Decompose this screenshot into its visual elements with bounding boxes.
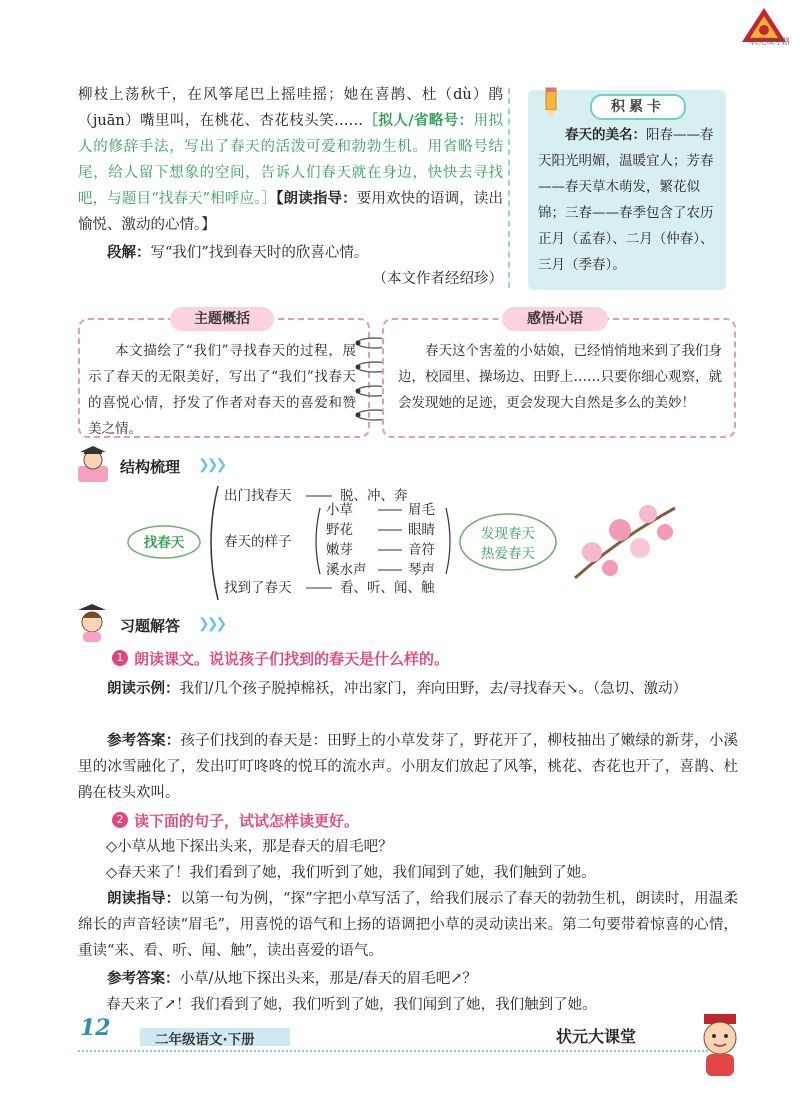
diagram-pair-item: 嫩芽 xyxy=(326,542,353,558)
question-2: 读下面的句子，试试怎样读更好。 xyxy=(134,812,360,830)
title-arrows-icon: ❯❯❯ xyxy=(198,457,225,473)
title-arrows-icon: ❯❯❯ xyxy=(198,616,225,632)
diagram-right-brace xyxy=(446,508,450,574)
footer-divider xyxy=(78,1050,708,1052)
diagram-branch-2: 春天的样子 xyxy=(224,534,292,550)
diagram-branch-3-items: 看、听、闻、触 xyxy=(340,580,435,596)
question-number-badge: 2 xyxy=(112,812,128,828)
reading-child-icon xyxy=(72,446,114,486)
diagram-branch-3: 找到了春天 xyxy=(224,580,292,596)
diagram-branch-1: 出门找春天 xyxy=(224,488,292,504)
annotation-label: ［拟人/省略号： xyxy=(363,113,474,129)
structure-title: 结构梳理 xyxy=(120,458,181,476)
sentence-2: ◇春天来了！我们看到了她，我们听到了她，我们闻到了她，我们触到了她。 xyxy=(106,865,596,881)
answer-1-label: 参考答案： xyxy=(107,733,181,749)
answer-2-line2: 春天来了↗！我们看到了她，我们听到了她，我们闻到了她，我们触到了她。 xyxy=(106,997,597,1013)
accumulation-card-text: 阳春——春天阳光明媚，温暖宜人；芳春——春天草木萌发，繁花似锦；三春——春季包含了农历正月（孟春）、二月（仲春）、三月（季春）。 xyxy=(538,127,714,273)
paragraph-summary-label: 段解： xyxy=(107,245,151,261)
theme-summary-title: 主题概括 xyxy=(170,307,274,331)
reading-demo xyxy=(78,676,738,702)
exercise-title: 习题解答 xyxy=(120,617,181,635)
passage-continuation xyxy=(78,82,503,292)
answer-2-line1: 小草/从地下探出头来，那是/春天的眉毛吧↗？ xyxy=(179,971,477,987)
diagram-pair-item: 小草 xyxy=(326,502,353,518)
diagram-pair-comparison: 音符 xyxy=(408,542,435,558)
diagram-pair-item: 溪水声 xyxy=(326,562,367,578)
diagram-pairs xyxy=(326,502,435,578)
pencil-icon xyxy=(538,86,564,120)
page-number: 12 xyxy=(80,1015,111,1041)
sentence-1: ◇小草从地下探出头来，那是春天的眉毛吧？ xyxy=(106,839,393,855)
reading-guide-text: 要用欢快的语调，读出愉悦、激动的心情。】 xyxy=(78,191,504,233)
diagram-conclusion-line2: 热爱春天 xyxy=(481,546,535,562)
insight-title: 感悟心语 xyxy=(502,307,608,331)
diagram-conclusion-line1: 发现春天 xyxy=(481,526,535,542)
diagram-sub-brace xyxy=(316,508,320,574)
diagram-pair-item: 野花 xyxy=(326,522,353,538)
boy-mascot-icon xyxy=(690,1010,750,1080)
reading-guide-label: 【朗读指导： xyxy=(276,191,357,207)
diagram-pair-comparison: 眉毛 xyxy=(408,502,435,518)
accumulation-card-heading: 春天的美名： xyxy=(565,127,646,143)
publisher-logo-text: 状元成才路 xyxy=(750,37,790,46)
question-1: 朗读课文。说说孩子们找到的春天是什么样的。 xyxy=(134,650,450,668)
accumulation-card-title: 积累卡 xyxy=(590,94,686,120)
annotation-text: 用拟人的修辞手法，写出了春天的活泼可爱和勃勃生机。用省略号结尾，给人留下想象的空间，告诉人们春天就在身边，快快去寻找吧，与题目“找春天”相呼应。］ xyxy=(78,113,503,207)
source-note: （本文作者经绍珍） xyxy=(372,271,503,287)
divider xyxy=(508,88,510,288)
reading-demo-label: 朗读示例： xyxy=(107,681,180,697)
reading-guide-2-text: 以第一句为例，“探”字把小草写活了，给我们展示了春天的勃勃生机，朗读时，用温柔绵长的声音轻读“眉毛”，用喜悦的语气和上扬的语调把小草的灵动读出来。第二句要带着惊喜的心情，重读“来、看、听、闻、触”，读出喜爱的语气。 xyxy=(78,891,739,959)
peach-blossom-icon xyxy=(575,505,675,578)
footer-brand: 状元大课堂 xyxy=(556,1027,637,1046)
answer-2 xyxy=(78,966,738,992)
insight-text: 春天这个害羞的小姑娘，已经悄悄地来到了我们身边，校园里、操场边、田野上……只要你细心观察，就会发现她的足迹，更会发现大自然是多么的美妙！ xyxy=(398,343,722,411)
question-number-badge: 1 xyxy=(112,650,128,666)
answer-2-label: 参考答案： xyxy=(107,971,180,987)
footer-grade: 二年级语文·下册 xyxy=(155,1032,255,1048)
diagram-main-brace xyxy=(211,486,218,600)
diagram-root-label: 找春天 xyxy=(143,535,185,551)
accumulation-card-body xyxy=(538,122,720,278)
answer-1-text: 孩子们找到的春天是：田野上的小草发芽了，野花开了，柳枝抽出了嫩绿的新芽，小溪里的冰雪融化了，发出叮叮咚咚的悦耳的流水声。小朋友们放起了风筝，桃花、杏花也开了，喜鹊、杜鹃在枝头欢叫。 xyxy=(78,733,739,801)
diagram-branch-1-items: 脱、冲、奔 xyxy=(340,488,408,504)
reading-guide-2 xyxy=(78,886,738,964)
reading-guide-2-label: 朗读指导： xyxy=(107,891,181,907)
reading-demo-text: 我们/几个孩子脱掉棉袄，冲出家门，奔向田野，去/寻找春天↘。（急切、激动） xyxy=(179,681,688,697)
passage-text: 柳枝上荡秋千，在风筝尾巴上摇哇摇；她在喜鹊、杜（dù）鹃（juān）嘴里叫，在桃花、杏花枝头笑…… xyxy=(78,87,503,129)
diagram-pair-comparison: 琴声 xyxy=(408,562,435,578)
paragraph-summary-text: 写“我们”找到春天时的欣喜心情。 xyxy=(150,245,369,261)
answer-1 xyxy=(78,728,738,806)
diagram-pair-comparison: 眼睛 xyxy=(408,522,435,538)
structure-diagram xyxy=(120,478,680,608)
girl-mascot-icon xyxy=(72,604,112,644)
theme-summary-text: 本文描绘了“我们”寻找春天的过程，展示了春天的无限美好，写出了“我们”找春天的喜悦心情，抒发了作者对春天的喜爱和赞美之情。 xyxy=(88,343,356,437)
